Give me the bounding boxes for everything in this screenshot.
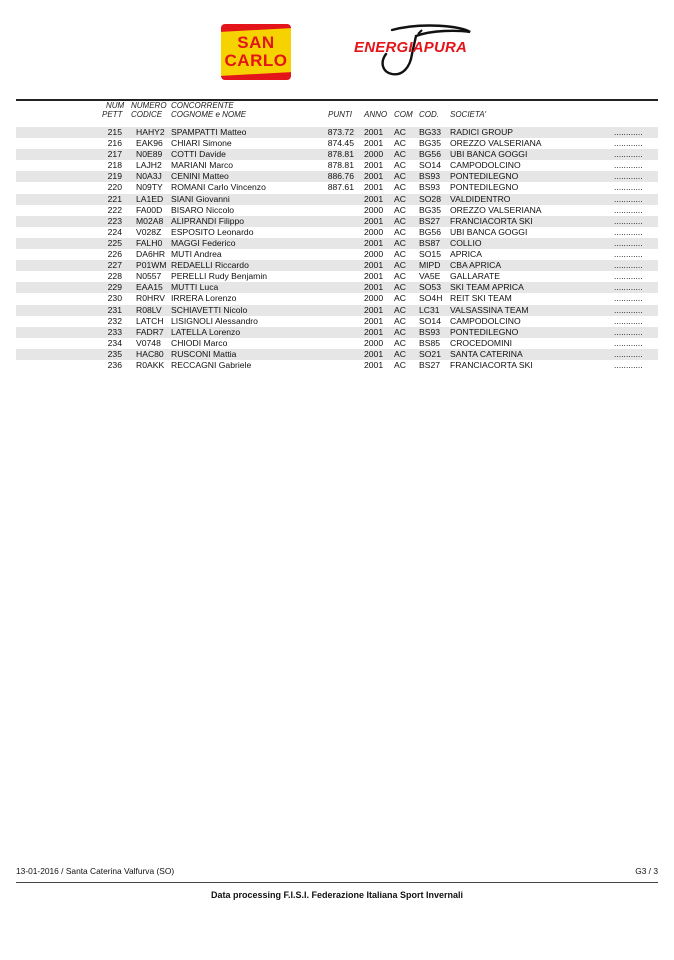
row-club-code: SO53 xyxy=(419,282,441,293)
row-name: CENINI Matteo xyxy=(171,171,229,182)
row-name: RUSCONI Mattia xyxy=(171,348,237,359)
col-header-pett: PETT xyxy=(102,110,123,119)
table-row xyxy=(16,316,658,327)
row-club-code: BS27 xyxy=(419,359,441,370)
row-code: EAK96 xyxy=(136,138,163,149)
row-code: R08LV xyxy=(136,304,162,315)
row-club-code: MIPD xyxy=(419,260,441,271)
row-year: 2001 xyxy=(364,271,384,282)
row-time-placeholder: ............ xyxy=(614,204,643,215)
row-name: SPAMPATTI Matteo xyxy=(171,127,247,137)
row-name: MUTI Andrea xyxy=(171,249,222,260)
table-row xyxy=(16,282,658,293)
row-code: DA6HR xyxy=(136,249,166,260)
row-club-code: BS93 xyxy=(419,182,441,193)
row-club-name: CAMPODOLCINO xyxy=(450,315,521,326)
row-year: 2000 xyxy=(364,293,384,304)
row-name: MUTTI Luca xyxy=(171,282,219,293)
row-pett: 231 xyxy=(107,304,122,315)
row-pett: 227 xyxy=(107,260,122,271)
row-name: LISIGNOLI Alessandro xyxy=(171,315,258,326)
row-category: AC xyxy=(394,315,406,326)
row-pett: 226 xyxy=(107,249,122,260)
row-name: SIANI Giovanni xyxy=(171,193,230,204)
col-header-codice: CODICE xyxy=(131,110,163,119)
row-year: 2000 xyxy=(364,226,384,237)
row-category: AC xyxy=(394,249,406,260)
row-club-name: CBA APRICA xyxy=(450,260,502,271)
row-name: ROMANI Carlo Vincenzo xyxy=(171,182,266,193)
row-time-placeholder: ............ xyxy=(614,193,643,204)
row-category: AC xyxy=(394,293,406,304)
row-points: 887.61 xyxy=(327,182,354,193)
col-header-com: COM xyxy=(394,110,413,119)
row-category: AC xyxy=(394,127,406,137)
row-year: 2001 xyxy=(364,160,384,171)
row-name: CHIODI Marco xyxy=(171,337,228,348)
row-code: LAJH2 xyxy=(136,160,162,171)
row-year: 2000 xyxy=(364,149,384,160)
row-pett: 230 xyxy=(107,293,122,304)
col-header-societa: SOCIETA' xyxy=(450,110,487,119)
row-year: 2001 xyxy=(364,359,384,370)
row-pett: 216 xyxy=(107,138,122,149)
row-category: AC xyxy=(394,149,406,160)
table-row xyxy=(16,149,658,160)
row-club-code: LC31 xyxy=(419,304,440,315)
row-points: 878.81 xyxy=(327,160,354,171)
row-year: 2001 xyxy=(364,304,384,315)
row-club-name: OREZZO VALSERIANA xyxy=(450,204,542,215)
row-points: 873.72 xyxy=(327,127,354,137)
row-points: 874.45 xyxy=(327,138,354,149)
row-time-placeholder: ............ xyxy=(614,182,643,193)
row-code: N0557 xyxy=(136,271,162,282)
col-header-numero: NUMERO xyxy=(131,101,167,110)
row-category: AC xyxy=(394,160,406,171)
row-club-name: GALLARATE xyxy=(450,271,500,282)
row-time-placeholder: ............ xyxy=(614,138,643,149)
row-time-placeholder: ............ xyxy=(614,237,643,248)
row-pett: 219 xyxy=(107,171,122,182)
row-pett: 221 xyxy=(107,193,122,204)
row-code: V0748 xyxy=(136,337,161,348)
col-header-cod: COD. xyxy=(419,110,439,119)
row-club-code: SO14 xyxy=(419,160,441,171)
row-club-name: PONTEDILEGNO xyxy=(450,171,519,182)
row-name: RECCAGNI Gabriele xyxy=(171,359,252,370)
row-name: ALIPRANDI Filippo xyxy=(171,215,245,226)
row-year: 2001 xyxy=(364,348,384,359)
table-row xyxy=(16,171,658,182)
energiapura-logo-text: ENERGIAPURA xyxy=(354,39,468,56)
row-pett: 224 xyxy=(107,226,122,237)
row-category: AC xyxy=(394,193,406,204)
row-category: AC xyxy=(394,359,406,370)
row-pett: 217 xyxy=(107,149,122,160)
row-category: AC xyxy=(394,182,406,193)
col-header-punti: PUNTI xyxy=(328,110,352,119)
row-time-placeholder: ............ xyxy=(614,226,643,237)
sancarlo-logo-badge xyxy=(221,24,291,80)
row-code: EAA15 xyxy=(136,282,163,293)
row-year: 2001 xyxy=(364,171,384,182)
table-row xyxy=(16,338,658,349)
row-category: AC xyxy=(394,237,406,248)
row-club-code: BS85 xyxy=(419,337,441,348)
row-club-name: UBI BANCA GOGGI xyxy=(450,149,528,160)
row-year: 2001 xyxy=(364,315,384,326)
row-code: N0A3J xyxy=(136,171,162,182)
row-year: 2001 xyxy=(364,215,384,226)
row-pett: 225 xyxy=(107,237,122,248)
footer-page-number: G3 / 3 xyxy=(635,866,658,876)
row-club-code: SO14 xyxy=(419,315,441,326)
row-pett: 234 xyxy=(107,337,122,348)
table-row xyxy=(16,249,658,260)
row-club-name: PONTEDILEGNO xyxy=(450,326,519,337)
row-name: REDAELLI Riccardo xyxy=(171,260,249,271)
row-time-placeholder: ............ xyxy=(614,304,643,315)
footer-credit: Data processing F.I.S.I. Federazione Italiana Sport Invernali xyxy=(210,890,464,900)
table-row xyxy=(16,327,658,338)
row-category: AC xyxy=(394,226,406,237)
row-year: 2000 xyxy=(364,337,384,348)
footer-rule xyxy=(16,882,658,883)
row-time-placeholder: ............ xyxy=(614,249,643,260)
row-club-code: BS93 xyxy=(419,171,441,182)
row-club-code: BS93 xyxy=(419,326,441,337)
row-club-name: SKI TEAM APRICA xyxy=(450,282,524,293)
row-club-name: CROCEDOMINI xyxy=(450,337,513,348)
row-club-name: VALSASSINA TEAM xyxy=(450,304,529,315)
row-pett: 232 xyxy=(107,315,122,326)
table-row xyxy=(16,138,658,149)
row-year: 2000 xyxy=(364,204,384,215)
table-row xyxy=(16,194,658,205)
row-pett: 236 xyxy=(107,359,122,370)
row-pett: 229 xyxy=(107,282,122,293)
row-time-placeholder: ............ xyxy=(614,215,643,226)
row-year: 2001 xyxy=(364,326,384,337)
row-name: MAGGI Federico xyxy=(171,237,236,248)
row-club-code: BG35 xyxy=(419,204,441,215)
row-year: 2001 xyxy=(364,282,384,293)
row-club-name: FRANCIACORTA SKI xyxy=(450,359,533,370)
row-club-code: BG56 xyxy=(419,149,441,160)
row-year: 2001 xyxy=(364,182,384,193)
row-time-placeholder: ............ xyxy=(614,348,643,359)
row-name: COTTI Davide xyxy=(171,149,226,160)
row-name: MARIANI Marco xyxy=(171,160,234,171)
row-code: FALH0 xyxy=(136,237,163,248)
row-club-code: SO4H xyxy=(419,293,443,304)
row-club-code: BS27 xyxy=(419,215,441,226)
row-name: PERELLI Rudy Benjamin xyxy=(171,271,268,282)
row-pett: 215 xyxy=(107,127,122,137)
row-code: FADR7 xyxy=(136,326,164,337)
row-code: P01WM xyxy=(136,260,167,271)
table-row xyxy=(16,293,658,304)
footer-date-location: 13-01-2016 / Santa Caterina Valfurva (SO) xyxy=(16,866,175,876)
energiapura-logo xyxy=(352,24,478,80)
row-code: N09TY xyxy=(136,182,163,193)
row-name: CHIARI Simone xyxy=(171,138,232,149)
row-club-name: RADICI GROUP xyxy=(450,127,514,137)
table-row xyxy=(16,238,658,249)
table-row xyxy=(16,271,658,282)
col-header-concorrente: CONCORRENTE xyxy=(171,101,234,110)
row-year: 2001 xyxy=(364,237,384,248)
row-club-code: BG35 xyxy=(419,138,441,149)
row-category: AC xyxy=(394,204,406,215)
table-row xyxy=(16,216,658,227)
entry-list xyxy=(16,127,658,371)
row-time-placeholder: ............ xyxy=(614,359,643,370)
row-code: R0HRV xyxy=(136,293,165,304)
row-pett: 233 xyxy=(107,326,122,337)
row-points: 886.76 xyxy=(327,171,354,182)
table-row xyxy=(16,182,658,193)
row-club-name: FRANCIACORTA SKI xyxy=(450,215,533,226)
row-time-placeholder: ............ xyxy=(614,171,643,182)
row-pett: 220 xyxy=(107,182,122,193)
col-header-num: NUM xyxy=(106,101,125,110)
row-time-placeholder: ............ xyxy=(614,326,643,337)
table-row xyxy=(16,349,658,360)
row-club-name: UBI BANCA GOGGI xyxy=(450,226,528,237)
row-name: BISARO Niccolo xyxy=(171,204,235,215)
row-time-placeholder: ............ xyxy=(614,127,643,137)
row-club-name: PONTEDILEGNO xyxy=(450,182,519,193)
sancarlo-logo-line2: CARLO xyxy=(224,51,288,70)
row-time-placeholder: ............ xyxy=(614,282,643,293)
row-pett: 222 xyxy=(107,204,122,215)
row-points: 878.81 xyxy=(327,149,354,160)
row-category: AC xyxy=(394,171,406,182)
row-category: AC xyxy=(394,282,406,293)
table-row xyxy=(16,260,658,271)
row-time-placeholder: ............ xyxy=(614,160,643,171)
row-name: ESPOSITO Leonardo xyxy=(171,226,254,237)
row-code: V028Z xyxy=(136,226,162,237)
row-club-code: BG33 xyxy=(419,127,441,137)
row-pett: 223 xyxy=(107,215,122,226)
table-row xyxy=(16,360,658,371)
row-year: 2001 xyxy=(364,138,384,149)
row-club-name: REIT SKI TEAM xyxy=(450,293,512,304)
table-row xyxy=(16,305,658,316)
row-year: 2001 xyxy=(364,260,384,271)
row-code: LA1ED xyxy=(136,193,164,204)
row-name: SCHIAVETTI Nicolo xyxy=(171,304,248,315)
row-code: HAC80 xyxy=(136,348,164,359)
row-year: 2000 xyxy=(364,249,384,260)
row-code: R0AKK xyxy=(136,359,165,370)
row-club-code: BG56 xyxy=(419,226,441,237)
row-club-name: OREZZO VALSERIANA xyxy=(450,138,542,149)
row-pett: 235 xyxy=(107,348,122,359)
row-category: AC xyxy=(394,304,406,315)
col-header-cognome-nome: COGNOME e NOME xyxy=(171,110,247,119)
row-code: HAHY2 xyxy=(136,127,165,137)
table-row xyxy=(16,205,658,216)
row-time-placeholder: ............ xyxy=(614,315,643,326)
row-category: AC xyxy=(394,215,406,226)
row-pett: 228 xyxy=(107,271,122,282)
row-club-name: CAMPODOLCINO xyxy=(450,160,521,171)
row-code: FA00D xyxy=(136,204,163,215)
row-name: IRRERA Lorenzo xyxy=(171,293,237,304)
row-time-placeholder: ............ xyxy=(614,337,643,348)
row-code: N0E89 xyxy=(136,149,163,160)
row-category: AC xyxy=(394,271,406,282)
row-category: AC xyxy=(394,326,406,337)
row-category: AC xyxy=(394,348,406,359)
row-time-placeholder: ............ xyxy=(614,293,643,304)
row-category: AC xyxy=(394,260,406,271)
row-club-name: VALDIDENTRO xyxy=(450,193,511,204)
row-pett: 218 xyxy=(107,160,122,171)
row-club-name: APRICA xyxy=(450,249,482,260)
row-name: LATELLA Lorenzo xyxy=(171,326,241,337)
table-row xyxy=(16,227,658,238)
col-header-anno: ANNO xyxy=(364,110,388,119)
table-row xyxy=(16,160,658,171)
row-club-code: SO15 xyxy=(419,249,441,260)
row-code: LATCH xyxy=(136,315,164,326)
row-category: AC xyxy=(394,138,406,149)
row-club-name: SANTA CATERINA xyxy=(450,348,523,359)
row-time-placeholder: ............ xyxy=(614,149,643,160)
row-club-code: VA5E xyxy=(419,271,441,282)
row-club-code: SO28 xyxy=(419,193,441,204)
row-time-placeholder: ............ xyxy=(614,271,643,282)
sancarlo-logo xyxy=(221,24,291,80)
row-category: AC xyxy=(394,337,406,348)
row-code: M02A8 xyxy=(136,215,164,226)
sancarlo-logo-line1: SAN xyxy=(237,33,275,52)
table-row xyxy=(16,127,658,138)
row-club-code: SO21 xyxy=(419,348,441,359)
row-club-name: COLLIO xyxy=(450,237,482,248)
row-club-code: BS87 xyxy=(419,237,441,248)
row-time-placeholder: ............ xyxy=(614,260,643,271)
row-year: 2001 xyxy=(364,127,384,137)
row-year: 2001 xyxy=(364,193,384,204)
